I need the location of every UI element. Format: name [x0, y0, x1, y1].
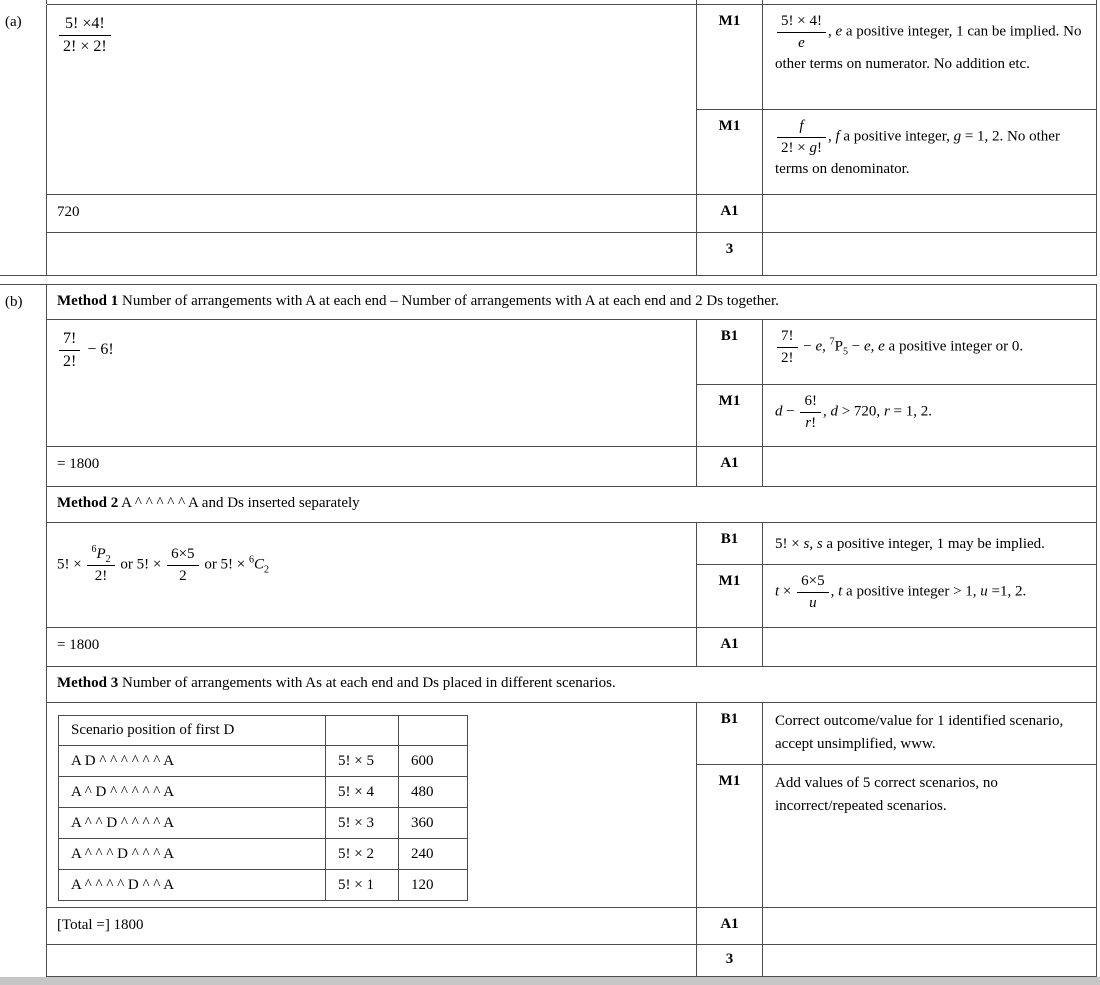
scenario-row: [59, 839, 468, 870]
scenario-cell: A ^ ^ D ^ ^ ^ ^ A: [59, 808, 326, 839]
value-cell: 120: [399, 870, 468, 901]
fraction-denominator: 2!: [781, 349, 794, 366]
method-2-title: Method 2: [57, 495, 119, 511]
text-run: 5! ×: [775, 536, 804, 552]
expr-cell: 5! × 3: [326, 808, 399, 839]
fraction-b-method1: [59, 329, 80, 372]
fraction-guidance: [777, 117, 826, 158]
fraction-six-by-five: [167, 545, 198, 586]
guidance-a-m1-first: [763, 5, 1097, 110]
part-label-a: [0, 5, 47, 276]
guidance-empty-final: [763, 945, 1097, 977]
answer-b-total: [47, 908, 697, 945]
answer-a-working: [47, 5, 697, 195]
scenario-row: [59, 808, 468, 839]
fraction-numerator: 6×5: [797, 572, 828, 593]
text-run: −: [782, 403, 799, 420]
npr-letter: P: [834, 338, 843, 355]
scenario-cell: A D ^ ^ ^ ^ ^ ^ A: [59, 746, 326, 777]
answer-b-method2: [47, 523, 697, 628]
text-run: a positive integer,: [839, 128, 954, 145]
fraction-denominator: [777, 138, 826, 158]
variable-t: t: [775, 583, 780, 600]
fraction-numerator: 6!: [800, 392, 821, 413]
guidance-empty-method2: [763, 628, 1097, 667]
text-run: !: [811, 414, 817, 431]
bottom-edge-strip: [0, 977, 1100, 985]
part-a-text: (a): [5, 14, 22, 30]
text-run: ,: [870, 338, 879, 355]
text-run: = 1, 2. No other terms on denominator.: [775, 128, 1060, 177]
text-run: or 5! ×: [116, 556, 166, 573]
variable-g: g: [809, 139, 817, 156]
mark-b1-method3: B1: [697, 703, 763, 765]
text-run: =1, 2.: [987, 583, 1027, 600]
text-run: a positive integer > 1,: [842, 583, 981, 600]
fraction-denominator: 2! × 2!: [63, 38, 107, 55]
guidance-a-m1-second: [763, 110, 1097, 195]
part-label-b: [0, 285, 47, 977]
guidance-empty-method1: [763, 447, 1097, 487]
text-run: a positive integer, 1 can be implied. No other terms on numerator. No addition etc.: [775, 23, 1082, 72]
value-header-cell: [399, 716, 468, 746]
guidance-b1-method1: [763, 320, 1097, 385]
text-run: −: [847, 338, 864, 355]
expr-cell: 5! × 4: [326, 777, 399, 808]
scenario-header-cell: Scenario position of first D: [59, 716, 326, 746]
fraction-denominator: 2!: [63, 353, 77, 370]
mark-a-m1-first: M1: [697, 5, 763, 110]
variable-s: s: [803, 536, 810, 552]
npr-letter: P: [96, 546, 106, 562]
guidance-b1-method3: Correct outcome/value for 1 identified scenario, accept unsimplified, www.: [763, 703, 1097, 765]
text-run: ,: [827, 23, 836, 40]
text-run: a positive integer, 1 may be implied.: [822, 536, 1045, 552]
guidance-a-empty-2: [763, 233, 1097, 276]
expr-cell: 5! × 5: [326, 746, 399, 777]
text-run: !: [816, 139, 822, 156]
fraction-guidance: [777, 327, 798, 368]
answer-b-method3: [47, 703, 697, 908]
mark-b1-method1: B1: [697, 320, 763, 385]
expression-suffix: − 6!: [87, 340, 114, 358]
mark-m1-method1: M1: [697, 385, 763, 447]
result-value: 720: [57, 204, 80, 220]
text-run: ,: [830, 583, 839, 600]
value-cell: 240: [399, 839, 468, 870]
variable-e: e: [863, 338, 871, 355]
ncr-subscript: 2: [264, 564, 270, 576]
scenario-cell: A ^ D ^ ^ ^ ^ ^ A: [59, 777, 326, 808]
mark-a1-method1: A1: [697, 447, 763, 487]
scenario-row: [59, 870, 468, 901]
method-1-desc: Number of arrangements with A at each end – Number of arrangements with A at each end and 2 Ds together.: [118, 293, 779, 309]
answer-b-method1: [47, 320, 697, 447]
method-3-header: [47, 667, 1097, 703]
text-run: ,: [827, 128, 836, 145]
answer-a-result: [47, 195, 697, 233]
guidance-empty-method3: [763, 908, 1097, 945]
variable-e: e: [815, 338, 823, 355]
npr-superscript: 6: [91, 544, 97, 555]
ncr-letter: C: [254, 556, 265, 573]
mark-b-total: 3: [697, 945, 763, 977]
variable-e: e: [878, 338, 885, 355]
result-value: = 1800: [57, 456, 100, 472]
method-1-header: [47, 285, 1097, 320]
variable-u: u: [980, 583, 988, 600]
fraction-numerator: [87, 545, 114, 566]
text-run: ,: [822, 403, 831, 420]
fraction-guidance: [777, 12, 826, 53]
text-run: ×: [779, 583, 796, 600]
fraction-npr: [87, 545, 114, 586]
fraction-denominator: u: [809, 594, 817, 611]
section-b: [0, 284, 1097, 977]
answer-a-empty-row: [47, 233, 697, 276]
variable-f: f: [835, 128, 840, 145]
method-2-header: [47, 487, 1097, 523]
mark-a-total: 3: [697, 233, 763, 276]
expr-cell: 5! × 1: [326, 870, 399, 901]
guidance-m1-method2: [763, 565, 1097, 628]
method-3-title: Method 3: [57, 675, 119, 691]
fraction-numerator: 5! × 4!: [777, 12, 826, 33]
fraction-guidance: [797, 572, 828, 613]
variable-d: d: [830, 403, 838, 420]
section-a: [0, 4, 1097, 277]
ncr-superscript: 6: [249, 554, 255, 566]
guidance-b1-method2: [763, 523, 1097, 565]
text-run: −: [799, 338, 816, 355]
answer-b-method1-result: [47, 447, 697, 487]
fraction-guidance: [800, 392, 821, 433]
npr-superscript: 7: [829, 336, 835, 348]
text-run: a positive integer or 0.: [884, 338, 1024, 355]
fraction-numerator: 6×5: [167, 545, 198, 566]
fraction-numerator: f: [777, 117, 826, 138]
guidance-m1-method1: [763, 385, 1097, 447]
text-run: 5! ×: [57, 556, 86, 573]
fraction-denominator: 2!: [94, 567, 108, 584]
variable-r: r: [883, 403, 890, 420]
value-cell: 360: [399, 808, 468, 839]
scenario-row: [59, 746, 468, 777]
mark-m1-method2: M1: [697, 565, 763, 628]
value-cell: 480: [399, 777, 468, 808]
text-run: ,: [822, 338, 830, 355]
answer-b-empty-row: [47, 945, 697, 977]
scenario-table: [58, 715, 468, 901]
variable-d: d: [775, 403, 783, 420]
scenario-cell: A ^ ^ ^ ^ D ^ ^ A: [59, 870, 326, 901]
variable-g: g: [953, 128, 962, 145]
guidance-a-empty-1: [763, 195, 1097, 233]
mark-m1-method3: M1: [697, 765, 763, 908]
mark-a-m1-second: M1: [697, 110, 763, 195]
method-3-desc: Number of arrangements with As at each end and Ds placed in different scenarios.: [118, 675, 616, 691]
variable-e: e: [835, 23, 843, 40]
fraction-numerator: 7!: [59, 329, 80, 351]
scenario-table-header-row: [59, 716, 468, 746]
variable-t: t: [838, 583, 843, 600]
npr-subscript: 5: [842, 346, 848, 358]
fraction-a-answer: [59, 14, 111, 57]
fraction-numerator: 7!: [777, 327, 798, 348]
method-1-title: Method 1: [57, 293, 119, 309]
text-run: 2! ×: [781, 139, 810, 156]
result-value: = 1800: [57, 637, 100, 653]
fraction-denominator: [800, 413, 821, 433]
mark-a1-method2: A1: [697, 628, 763, 667]
part-b-text: (b): [5, 294, 23, 310]
scenario-row: [59, 777, 468, 808]
variable-r: r: [805, 414, 812, 431]
expr-cell: 5! × 2: [326, 839, 399, 870]
mark-a-a1: A1: [697, 195, 763, 233]
fraction-denominator: 2: [179, 567, 187, 584]
answer-b-method2-result: [47, 628, 697, 667]
guidance-m1-method3: Add values of 5 correct scenarios, no incorrect/repeated scenarios.: [763, 765, 1097, 908]
text-run: > 720,: [837, 403, 884, 420]
text-run: = 1, 2.: [889, 403, 932, 420]
text-run: ,: [809, 536, 817, 552]
npr-subscript: 2: [105, 554, 111, 565]
text-run: or 5! ×: [200, 556, 250, 573]
fraction-numerator: 5! ×4!: [59, 14, 111, 36]
method-2-desc: A ^ ^ ^ ^ ^ A and Ds inserted separately: [118, 495, 360, 511]
scenario-cell: A ^ ^ ^ D ^ ^ ^ A: [59, 839, 326, 870]
expr-header-cell: [326, 716, 399, 746]
fraction-denominator: e: [798, 34, 805, 51]
total-value: [Total =] 1800: [57, 917, 144, 933]
variable-s: s: [816, 536, 823, 552]
mark-b1-method2: B1: [697, 523, 763, 565]
mark-a1-method3: A1: [697, 908, 763, 945]
value-cell: 600: [399, 746, 468, 777]
